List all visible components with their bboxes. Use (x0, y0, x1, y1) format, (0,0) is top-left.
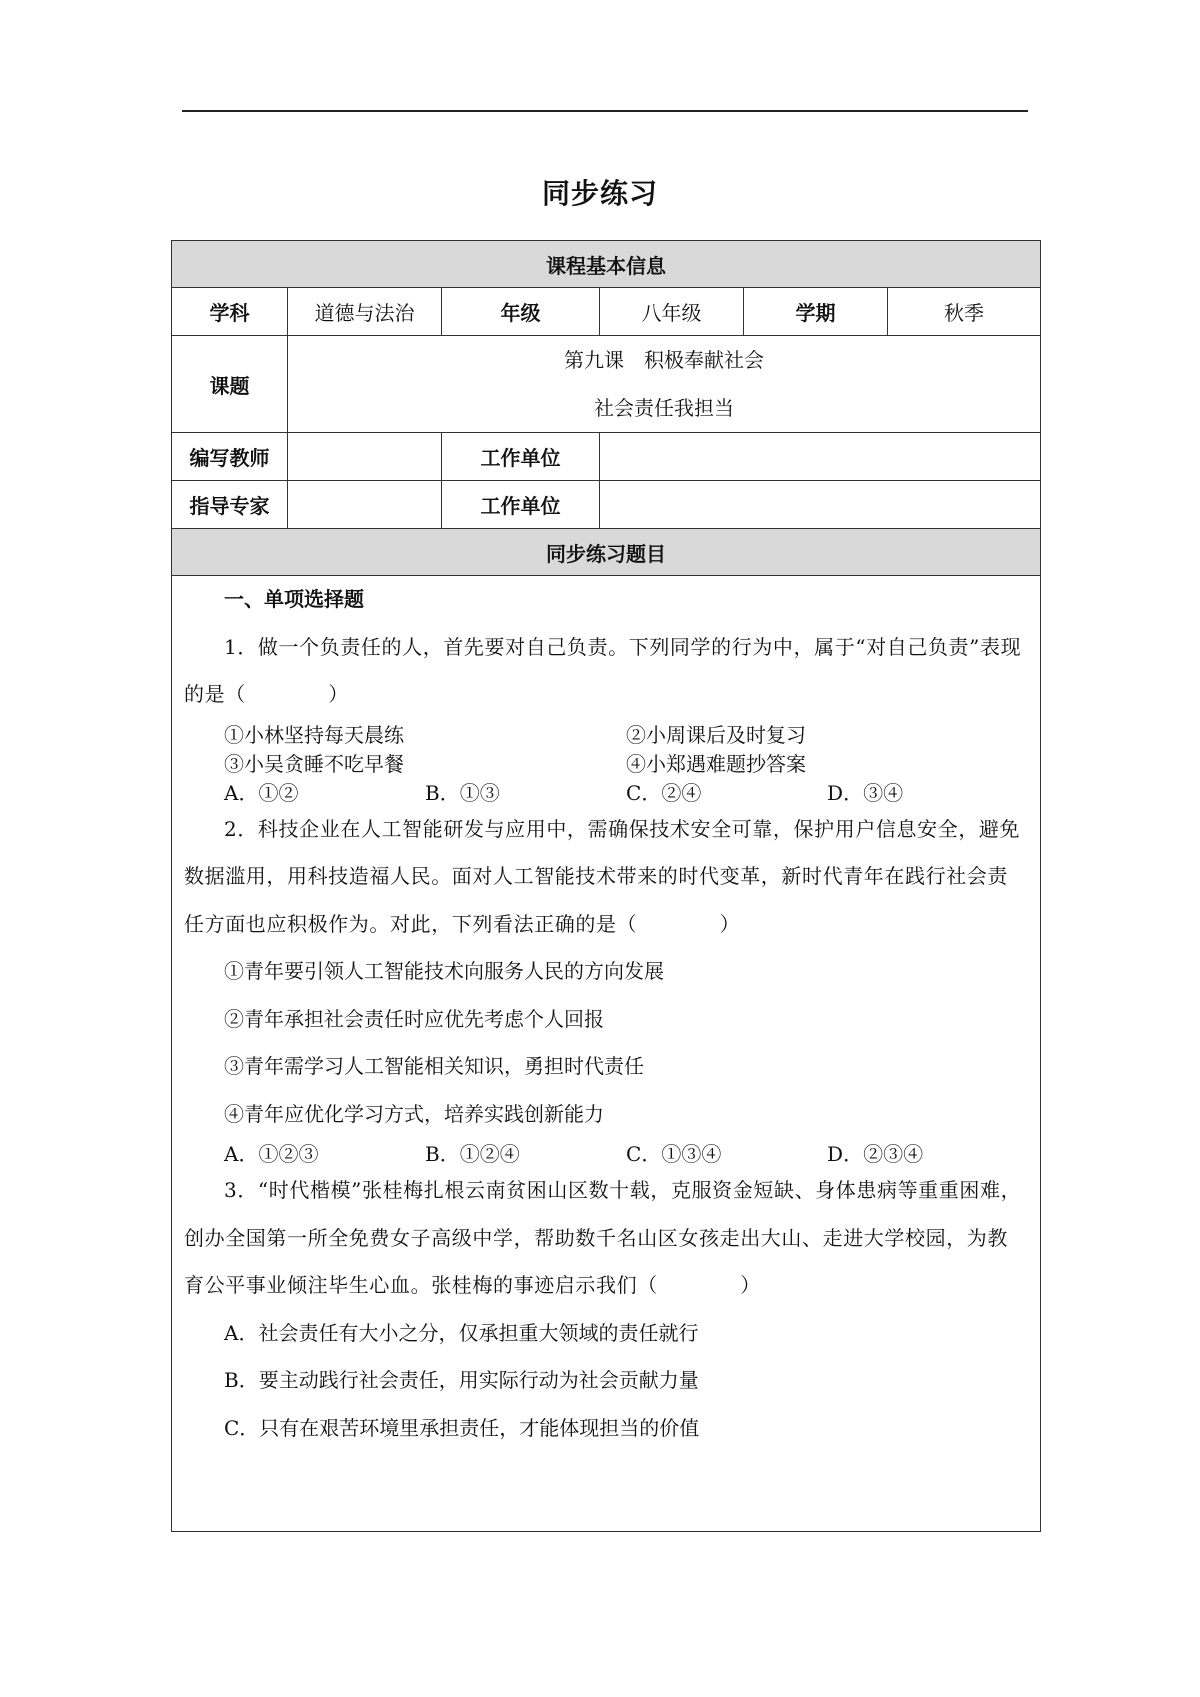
topic-line-2: 社会责任我担当 (594, 396, 735, 420)
advisor-label: 指导专家 (172, 481, 288, 529)
question-3-stem: 3．“时代楷模”张桂梅扎根云南贫困山区数十载，克服资金短缺、身体患病等重重困难，创办全国第一所全免费女子高级中学，帮助数千名山区女孩走出大山、走进大学校园，为教育公平事业倾注毕生心血。张桂梅的事迹启示我们（ ） (184, 1178, 1022, 1297)
question-1-item: ①小林坚持每天晨练 (224, 722, 404, 747)
question-2-option: D．②③④ (827, 1142, 924, 1166)
section-header-exercises: 同步练习题目 (172, 529, 1041, 576)
question-1-items-row-1 (184, 719, 1028, 748)
question-2-options (184, 1138, 1028, 1167)
question-1-stem: 1．做一个负责任的人，首先要对自己负责。下列同学的行为中，属于“对自己负责”表现的是（ ） (184, 634, 1022, 706)
exercise-content (172, 576, 1041, 1532)
subject-value: 道德与法治 (288, 288, 442, 336)
question-1-option: D．③④ (827, 780, 904, 805)
header-rule (182, 110, 1028, 112)
advisor-unit-label: 工作单位 (442, 481, 600, 529)
question-2-item: ③青年需学习人工智能相关知识，勇担时代责任 (224, 1054, 644, 1078)
question-2-option: B．①②④ (425, 1142, 520, 1166)
question-2-stem: 2．科技企业在人工智能研发与应用中，需确保技术安全可靠，保护用户信息安全，避免数据滥用，用科技造福人民。面对人工智能技术带来的时代变革，新时代青年在践行社会责任方面也应积极作为。对此，下列看法正确的是（ ） (184, 816, 1021, 936)
topic-label: 课题 (172, 336, 288, 433)
term-value: 秋季 (888, 288, 1041, 336)
question-2-option: C．①③④ (626, 1142, 722, 1166)
author-value (288, 433, 442, 481)
question-1-item: ④小郑遇难题抄答案 (626, 751, 807, 776)
question-1-option: A．①② (224, 780, 299, 805)
section-header-course-info: 课程基本信息 (172, 241, 1041, 288)
question-3-option: A．社会责任有大小之分，仅承担重大领域的责任就行 (224, 1320, 699, 1345)
question-1-items-row-2 (184, 748, 1028, 777)
page-title: 同步练习 (541, 177, 658, 210)
question-2-item: ①青年要引领人工智能技术向服务人民的方向发展 (224, 959, 664, 983)
advisor-value (288, 481, 442, 529)
advisor-unit-value (600, 481, 1041, 529)
section-title: 一、单项选择题 (224, 587, 364, 611)
course-info-table (171, 240, 1041, 1532)
question-2-option: A．①②③ (224, 1142, 319, 1166)
question-1-item: ③小吴贪睡不吃早餐 (224, 751, 404, 776)
author-label: 编写教师 (172, 433, 288, 481)
question-3-option: C．只有在艰苦环境里承担责任，才能体现担当的价值 (224, 1415, 700, 1440)
subject-label: 学科 (172, 288, 288, 336)
question-1-options (184, 777, 1028, 806)
topic-line-1: 第九课 积极奉献社会 (564, 348, 765, 372)
grade-value: 八年级 (600, 288, 744, 336)
question-2-item: ④青年应优化学习方式，培养实践创新能力 (224, 1101, 604, 1126)
question-1-option: B．①③ (425, 780, 500, 805)
question-1-item: ②小周课后及时复习 (626, 722, 807, 747)
author-unit-label: 工作单位 (442, 433, 600, 481)
topic-value (288, 336, 1041, 433)
question-3-option: B．要主动践行社会责任，用实际行动为社会贡献力量 (224, 1368, 699, 1392)
question-1-option: C．②④ (626, 780, 702, 805)
term-label: 学期 (744, 288, 888, 336)
grade-label: 年级 (442, 288, 600, 336)
question-2-item: ②青年承担社会责任时应优先考虑个人回报 (224, 1006, 604, 1031)
author-unit-value (600, 433, 1041, 481)
